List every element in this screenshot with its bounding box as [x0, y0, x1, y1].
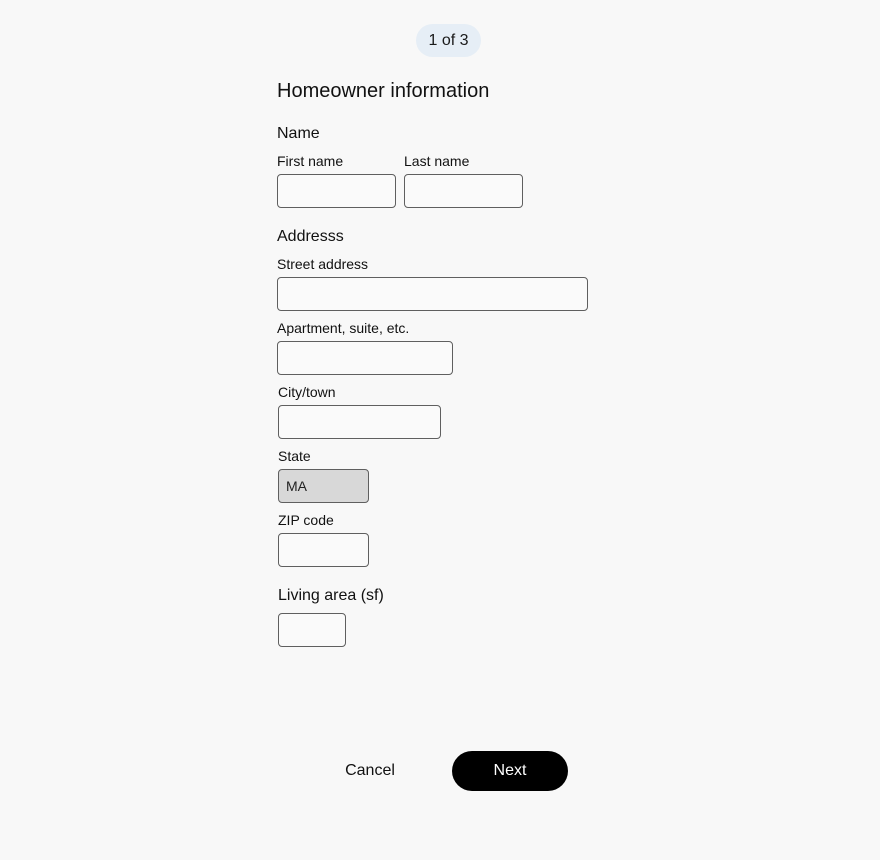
last-name-label: Last name [404, 153, 470, 169]
city-town-input[interactable] [278, 405, 441, 439]
page-title: Homeowner information [277, 80, 490, 102]
zip-code-label: ZIP code [278, 512, 334, 528]
step-progress-badge: 1 of 3 [416, 24, 481, 57]
state-input [278, 469, 369, 503]
state-label: State [278, 448, 311, 464]
street-address-input[interactable] [277, 277, 588, 311]
first-name-label: First name [277, 153, 344, 169]
first-name-input[interactable] [277, 174, 396, 208]
address-section-heading: Addresss [277, 228, 344, 245]
last-name-input[interactable] [404, 174, 523, 208]
street-address-label: Street address [277, 256, 369, 272]
next-button[interactable]: Next [452, 751, 568, 791]
city-town-label: City/town [278, 384, 336, 400]
living-area-input[interactable] [278, 613, 346, 647]
name-section-heading: Name [277, 125, 320, 142]
living-area-label: Living area (sf) [278, 587, 384, 604]
apartment-input[interactable] [277, 341, 453, 375]
zip-code-input[interactable] [278, 533, 369, 567]
apartment-label: Apartment, suite, etc. [277, 320, 410, 336]
cancel-button[interactable]: Cancel [330, 751, 410, 791]
